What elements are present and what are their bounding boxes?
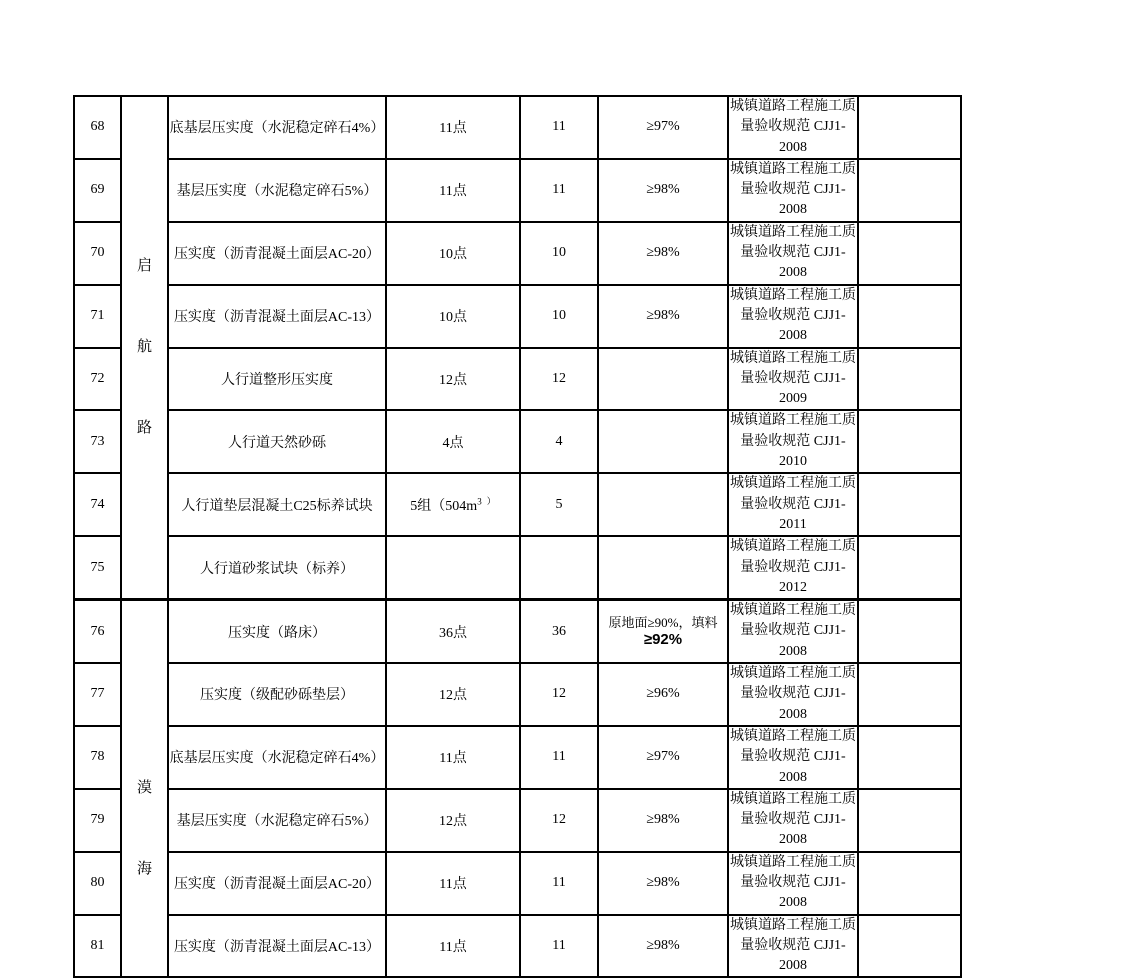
table-row bbox=[74, 600, 961, 663]
standard-cell: 城镇道路工程施工质量验收规范 CJJ1-2008 bbox=[728, 915, 858, 978]
table-row bbox=[74, 159, 961, 222]
standard-cell: 城镇道路工程施工质量验收规范 CJJ1-2010 bbox=[728, 410, 858, 473]
points-cell: 36点 bbox=[386, 600, 520, 663]
group-label-cell-qihanglu bbox=[121, 96, 168, 600]
points-value: 5组（504m bbox=[410, 498, 478, 514]
item-cell: 人行道砂浆试块（标养） bbox=[168, 536, 386, 599]
row-number-cell: 73 bbox=[74, 410, 121, 473]
row-number-cell: 78 bbox=[74, 726, 121, 789]
table-row bbox=[74, 410, 961, 473]
row-number-cell: 70 bbox=[74, 222, 121, 285]
requirement-cell: ≥98% bbox=[598, 222, 728, 285]
table-row bbox=[74, 96, 961, 159]
item-cell: 基层压实度（水泥稳定碎石5%） bbox=[168, 159, 386, 222]
requirement-cell: ≥98% bbox=[598, 789, 728, 852]
table-row bbox=[74, 348, 961, 411]
standard-cell: 城镇道路工程施工质量验收规范 CJJ1-2011 bbox=[728, 473, 858, 536]
row-number-cell: 69 bbox=[74, 159, 121, 222]
superscript-exponent: 3 bbox=[477, 496, 482, 507]
requirement-cell: ≥97% bbox=[598, 726, 728, 789]
row-number-cell: 68 bbox=[74, 96, 121, 159]
item-cell: 压实度（沥青混凝土面层AC-13） bbox=[168, 915, 386, 978]
table-row bbox=[74, 536, 961, 599]
row-number-cell: 81 bbox=[74, 915, 121, 978]
remarks-cell bbox=[858, 348, 961, 411]
inspection-table bbox=[73, 95, 962, 978]
points-cell: 12点 bbox=[386, 663, 520, 726]
count-cell: 11 bbox=[520, 159, 598, 222]
item-cell: 人行道垫层混凝土C25标养试块 bbox=[168, 473, 386, 536]
standard-cell: 城镇道路工程施工质量验收规范 CJJ1-2008 bbox=[728, 285, 858, 348]
item-cell: 人行道整形压实度 bbox=[168, 348, 386, 411]
item-cell: 底基层压实度（水泥稳定碎石4%） bbox=[168, 726, 386, 789]
item-cell: 压实度（沥青混凝土面层AC-13） bbox=[168, 285, 386, 348]
count-cell: 11 bbox=[520, 852, 598, 915]
table-row bbox=[74, 726, 961, 789]
points-cell: 11点 bbox=[386, 726, 520, 789]
count-cell: 10 bbox=[520, 222, 598, 285]
standard-cell: 城镇道路工程施工质量验收规范 CJJ1-2008 bbox=[728, 159, 858, 222]
row-number-cell: 71 bbox=[74, 285, 121, 348]
item-cell: 基层压实度（水泥稳定碎石5%） bbox=[168, 789, 386, 852]
points-cell: 12点 bbox=[386, 789, 520, 852]
requirement-cell bbox=[598, 473, 728, 536]
item-cell: 压实度（沥青混凝土面层AC-20） bbox=[168, 852, 386, 915]
standard-cell: 城镇道路工程施工质量验收规范 CJJ1-2008 bbox=[728, 96, 858, 159]
remarks-cell bbox=[858, 789, 961, 852]
item-cell: 底基层压实度（水泥稳定碎石4%） bbox=[168, 96, 386, 159]
group-label-char: 航 bbox=[136, 339, 152, 356]
row-number-cell: 77 bbox=[74, 663, 121, 726]
points-cell: 4点 bbox=[386, 410, 520, 473]
remarks-cell bbox=[858, 726, 961, 789]
count-cell bbox=[520, 536, 598, 599]
requirement-cell: ≥98% bbox=[598, 285, 728, 348]
points-cell: 10点 bbox=[386, 222, 520, 285]
table-row bbox=[74, 852, 961, 915]
count-cell: 11 bbox=[520, 96, 598, 159]
points-cell: 11点 bbox=[386, 915, 520, 978]
count-cell: 11 bbox=[520, 726, 598, 789]
count-cell: 12 bbox=[520, 663, 598, 726]
table-row bbox=[74, 285, 961, 348]
standard-cell: 城镇道路工程施工质量验收规范 CJJ1-2009 bbox=[728, 348, 858, 411]
remarks-cell bbox=[858, 536, 961, 599]
item-cell: 压实度（级配砂砾垫层） bbox=[168, 663, 386, 726]
group-label-char: 启 bbox=[136, 258, 152, 275]
count-cell: 12 bbox=[520, 348, 598, 411]
superscript-paren: ） bbox=[486, 496, 496, 507]
standard-cell: 城镇道路工程施工质量验收规范 CJJ1-2008 bbox=[728, 222, 858, 285]
table-row bbox=[74, 222, 961, 285]
points-cell: 11点 bbox=[386, 852, 520, 915]
remarks-cell bbox=[858, 410, 961, 473]
count-cell: 5 bbox=[520, 473, 598, 536]
requirement-line1: 原地面≥90%，填料 bbox=[608, 615, 718, 631]
count-cell: 10 bbox=[520, 285, 598, 348]
remarks-cell bbox=[858, 285, 961, 348]
item-cell: 人行道天然砂砾 bbox=[168, 410, 386, 473]
remarks-cell bbox=[858, 159, 961, 222]
row-number-cell: 75 bbox=[74, 536, 121, 599]
remarks-cell bbox=[858, 663, 961, 726]
table-row bbox=[74, 663, 961, 726]
points-cell: 11点 bbox=[386, 159, 520, 222]
row-number-cell: 79 bbox=[74, 789, 121, 852]
requirement-cell bbox=[598, 536, 728, 599]
count-cell: 36 bbox=[520, 600, 598, 663]
count-cell: 12 bbox=[520, 789, 598, 852]
remarks-cell bbox=[858, 852, 961, 915]
standard-cell: 城镇道路工程施工质量验收规范 CJJ1-2008 bbox=[728, 726, 858, 789]
item-cell: 压实度（沥青混凝土面层AC-20） bbox=[168, 222, 386, 285]
requirement-line2: ≥92% bbox=[643, 631, 683, 649]
remarks-cell bbox=[858, 222, 961, 285]
table-row bbox=[74, 789, 961, 852]
item-cell: 压实度（路床） bbox=[168, 600, 386, 663]
points-cell bbox=[386, 473, 520, 536]
table-row bbox=[74, 915, 961, 978]
standard-cell: 城镇道路工程施工质量验收规范 CJJ1-2012 bbox=[728, 536, 858, 599]
row-number-cell: 80 bbox=[74, 852, 121, 915]
standard-cell: 城镇道路工程施工质量验收规范 CJJ1-2008 bbox=[728, 663, 858, 726]
count-cell: 11 bbox=[520, 915, 598, 978]
remarks-cell bbox=[858, 96, 961, 159]
requirement-cell bbox=[598, 348, 728, 411]
requirement-cell: ≥98% bbox=[598, 915, 728, 978]
standard-cell: 城镇道路工程施工质量验收规范 CJJ1-2008 bbox=[728, 789, 858, 852]
requirement-cell: ≥96% bbox=[598, 663, 728, 726]
requirement-cell: ≥97% bbox=[598, 96, 728, 159]
points-cell: 10点 bbox=[386, 285, 520, 348]
requirement-cell: ≥98% bbox=[598, 159, 728, 222]
group-label-char: 路 bbox=[136, 420, 152, 437]
requirement-cell: ≥98% bbox=[598, 852, 728, 915]
remarks-cell bbox=[858, 915, 961, 978]
remarks-cell bbox=[858, 473, 961, 536]
standard-cell: 城镇道路工程施工质量验收规范 CJJ1-2008 bbox=[728, 600, 858, 663]
group-label-cell-mohai bbox=[121, 600, 168, 978]
points-cell: 12点 bbox=[386, 348, 520, 411]
row-number-cell: 74 bbox=[74, 473, 121, 536]
points-cell bbox=[386, 536, 520, 599]
requirement-cell bbox=[598, 600, 728, 663]
remarks-cell bbox=[858, 600, 961, 663]
table-row bbox=[74, 473, 961, 536]
points-cell: 11点 bbox=[386, 96, 520, 159]
group-label-char: 海 bbox=[136, 860, 152, 877]
row-number-cell: 72 bbox=[74, 348, 121, 411]
standard-cell: 城镇道路工程施工质量验收规范 CJJ1-2008 bbox=[728, 852, 858, 915]
group-label-char: 漠 bbox=[136, 779, 152, 796]
count-cell: 4 bbox=[520, 410, 598, 473]
row-number-cell: 76 bbox=[74, 600, 121, 663]
requirement-cell bbox=[598, 410, 728, 473]
